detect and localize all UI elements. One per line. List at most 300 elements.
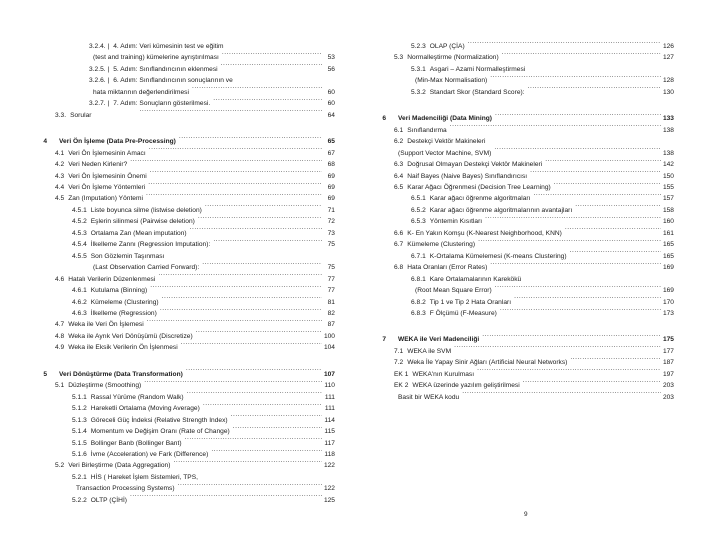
toc-entry-number: 5.1.4 [72,428,87,436]
toc-entry-title: Sınıflandırma [407,126,447,134]
toc-entry-number: 6.5.3 [411,218,426,226]
toc-entry[interactable] [32,392,335,403]
toc-entry-title: Hata Oranları (Error Rates) [407,264,488,272]
toc-entry-number: 4.6 [55,275,65,283]
toc-entry-number: 5.2.1 [72,473,87,481]
toc-entry-number: 6.8 [394,264,404,272]
toc-dot-leader [205,205,322,212]
toc-entry-title: Yöntemin Kısıtları [429,218,483,226]
toc-entry-title: Weka ile Ayrık Veri Dönüşümü (Discretize) [68,332,193,340]
toc-dot-leader [450,125,661,132]
toc-dot-leader [150,171,322,178]
toc-dot-leader [144,380,322,387]
toc-dot-leader [495,285,661,292]
toc-entry[interactable] [371,380,674,391]
toc-dot-leader [185,438,322,445]
toc-entry-number: 6.5.2 [411,206,426,214]
toc-entry[interactable] [32,216,335,227]
toc-column-left [32,41,335,506]
toc-dot-leader [490,75,661,82]
toc-entry[interactable] [32,319,335,330]
toc-dot-leader [454,346,661,353]
toc-entry-title: Son Gözlemin Taşınması [90,252,165,260]
toc-entry-page: 169 [662,287,674,295]
toc-entry-title: WEKA üzerinde yazılım geliştirilmesi [412,382,520,390]
toc-entry-title: Normalleştirme (Normalization) [407,54,499,62]
toc-entry[interactable] [371,334,674,345]
toc-entry-number: 4.5.5 [72,252,87,260]
toc-entry-number: 4.1 [55,149,65,157]
toc-entry[interactable] [371,113,674,124]
toc-entry[interactable] [371,64,674,75]
toc-entry-page: 203 [662,393,674,401]
toc-entry-title: 6. Adım: Sınıflandırıcının sonuçlarının ve [113,77,233,85]
toc-entry-page: 173 [662,309,674,317]
toc-entry[interactable] [32,415,335,426]
toc-entry-title: Kare Ortalamalarının Karekökü [429,275,522,283]
toc-entry[interactable] [371,251,674,262]
toc-entry-title: Hatalı Verilerin Düzenlenmesi [68,275,156,283]
toc-entry-number: 3.3. [55,111,67,119]
toc-entry-number: 6.3 [394,161,404,169]
toc-entry-number: 3.2.4. | [89,43,110,50]
toc-entry-number: 6.6 [394,229,404,237]
toc-entry[interactable] [32,438,335,449]
toc-entry[interactable] [32,136,335,147]
toc-entry[interactable] [32,285,335,296]
toc-entry-number: 5.3 [394,54,404,62]
toc-dot-leader [528,87,661,94]
toc-dot-leader [179,136,322,143]
toc-entry-title: F Ölçümü (F-Measure) [429,309,497,317]
toc-entry[interactable] [371,285,674,296]
toc-entry[interactable] [371,308,674,319]
toc-entry-title: Weka ile Veri Ön İşlemesi [68,321,144,329]
toc-dot-leader [149,148,322,155]
toc-spacer [371,319,674,334]
toc-entry-title: Karar ağacı öğrenme algoritmaları [429,195,531,203]
toc-entry-title: Kutulama (Binning) [90,287,148,295]
toc-entry-number: 7.1 [394,347,404,355]
toc-entry[interactable] [371,205,674,216]
toc-entry-title: Ortalama Zan (Mean imputation) [90,229,187,237]
toc-entry-page: 64 [327,111,335,119]
toc-entry-number: 4.7 [55,321,65,329]
toc-entry-page: 104 [323,344,335,352]
toc-entry-number: 6.8.1 [411,275,426,283]
toc-entry-page: 72 [327,218,335,226]
toc-entry-title: Momentum ve Değişim Oranı (Rate of Change) [90,428,230,436]
toc-entry-title: Kümeleme (Clustering) [407,241,476,249]
toc-entry-page: 118 [324,450,335,458]
toc-entry[interactable] [32,369,335,380]
toc-entry-title: Naif Bayes (Naive Bayes) Sınıflandırıcısı [407,172,528,180]
toc-entry-number: 4.9 [55,344,65,352]
toc-entry-number: 4.5.1 [72,206,87,214]
toc-entry-title: Liste boyunca silme (listwise deletion) [90,206,202,214]
toc-entry[interactable] [32,193,335,204]
toc-entry-page: 165 [662,241,674,249]
toc-spacer [32,121,335,136]
toc-entry-title: (Root Mean Square Error) [415,287,492,295]
toc-entry-title: Bollinger Banb (Bollinger Bant) [90,439,182,447]
toc-entry[interactable] [371,297,674,308]
toc-dot-leader [213,98,322,105]
toc-entry-page: 175 [662,336,674,344]
toc-entry-number: 6.7 [394,241,404,249]
toc-entry-page: 128 [662,77,674,85]
toc-dot-leader [139,110,322,117]
toc-dot-leader [130,495,322,502]
toc-entry[interactable] [371,392,674,403]
toc-entry[interactable] [371,357,674,368]
toc-entry-title: Rassal Yürüme (Random Walk) [90,393,184,401]
toc-entry-title: Veri Madenciliği (Data Mining) [398,115,493,123]
toc-chapter-number: 6 [382,115,386,123]
toc-dot-leader [554,182,661,189]
toc-entry-page: 117 [324,439,335,447]
toc-spacer [371,98,674,113]
toc-entry-title: K-Ortalama Kümelemesi (K-means Clustering) [429,252,567,260]
toc-dot-leader [477,369,661,376]
toc-entry-title: İvme (Acceleration) ve Fark (Difference) [90,450,209,458]
toc-dot-leader [570,251,661,258]
toc-entry-page: 87 [327,321,335,329]
toc-dot-leader [196,331,322,338]
toc-entry[interactable] [32,426,335,437]
toc-entry-title: Veri Dönüştürme (Data Transformation) [59,370,183,378]
toc-entry[interactable] [32,331,335,342]
toc-entry-page: 122 [323,485,335,493]
toc-entry[interactable] [371,228,674,239]
toc-entry[interactable] [371,148,674,159]
toc-entry-page: 130 [662,88,674,96]
toc-dot-leader [533,193,661,200]
toc-entry[interactable] [32,52,335,63]
toc-dot-leader [146,193,322,200]
toc-entry-title: Transaction Processing Systems) [76,485,175,493]
toc-dot-leader [190,228,322,235]
toc-dot-leader [233,426,322,433]
toc-entry-title: Veri Birleştirme (Data Aggregation) [68,462,171,470]
toc-entry-title: İlkelleme Zannı (Regression Imputation): [90,241,211,249]
toc-entry-page: 126 [662,43,674,50]
toc-entry-number: 6.5 [394,183,404,191]
toc-entry-page: 53 [327,54,335,62]
toc-entry[interactable] [32,98,335,109]
toc-entry-title: Kümeleme (Clustering) [90,298,159,306]
toc-entry-number: 3.2.7. | [89,100,110,108]
toc-entry-number: EK 1 [394,370,409,378]
toc-entry-page: 160 [662,218,674,226]
toc-entry-number: 4.3 [55,172,65,180]
toc-entry-page: 127 [662,54,674,62]
toc-entry-title: 5. Adım: Sınıflandırıcının eklenmesi [113,65,218,73]
toc-dot-leader [173,460,322,467]
toc-entry-number: 5.3.2 [411,88,426,96]
toc-entry-title: Veri Ön İşleme Yöntemleri [68,183,146,191]
toc-entry[interactable] [32,205,335,216]
toc-entry-page: 73 [327,229,335,237]
toc-entry-number: 4.8 [55,332,65,340]
toc-entry-title: (Min-Max Normalisation) [415,77,488,85]
toc-entry-page: 114 [324,416,335,424]
toc-entry-page: 71 [327,206,335,214]
toc-dot-leader [160,308,322,315]
toc-entry[interactable] [32,159,335,170]
toc-dot-leader [162,297,322,304]
toc-entry-number: 5.1.5 [72,439,87,447]
toc-dot-leader [500,308,661,315]
toc-entry-page: 69 [327,172,335,180]
toc-dot-leader [494,148,661,155]
toc-entry-title: 4. Adım: Veri kümesinin test ve eğitim [113,43,224,50]
toc-entry-page: 155 [662,183,674,191]
toc-entry-page: 150 [662,172,674,180]
toc-entry[interactable] [371,171,674,182]
toc-entry-page: 158 [662,206,674,214]
toc-entry-number: 5.3.1 [411,65,426,73]
toc-entry-page: 197 [662,370,674,378]
toc-dot-leader [211,449,322,456]
toc-entry[interactable] [32,87,335,98]
toc-entry[interactable] [371,274,674,285]
toc-entry-page: 165 [662,252,674,260]
toc-entry-title: HİS ( Hareket İşlem Sistemleri, TPS, [90,473,198,481]
toc-entry-number: 4.6.1 [72,287,87,295]
toc-entry-title: 7. Adım: Sonuçların gösterilmesi. [113,100,211,108]
toc-dot-leader [222,52,322,59]
toc-entry-page: 56 [327,65,335,73]
toc-entry[interactable] [371,52,674,63]
toc-dot-leader [502,52,661,59]
toc-entry-number: 5.1.6 [72,450,87,458]
toc-chapter-number: 7 [382,336,386,344]
toc-column-right [371,41,674,403]
toc-entry-page: 82 [327,309,335,317]
toc-entry[interactable] [371,262,674,273]
toc-entry[interactable] [32,449,335,460]
toc-entry-number: 5.1.3 [72,416,87,424]
toc-entry-page: 125 [323,496,335,504]
toc-entry-title: Göreceli Güç İndeksi (Relative Strength Index) [90,416,228,424]
toc-dot-leader [148,182,322,189]
toc-entry-page: 81 [327,298,335,306]
toc-entry-number: 4.2 [55,161,65,169]
toc-entry[interactable] [371,193,674,204]
toc-entry-page: 60 [327,88,335,96]
toc-entry-page: 100 [323,332,335,340]
toc-entry-page: 60 [327,100,335,108]
toc-entry-title: Standart Skor (Standard Score): [429,88,525,96]
toc-dot-leader [462,392,661,399]
toc-entry-page: 68 [327,161,335,169]
toc-entry[interactable] [32,228,335,239]
toc-entry-page: 203 [662,382,674,390]
toc-entry-number: 4.5.3 [72,229,87,237]
toc-dot-leader [150,285,322,292]
toc-entry[interactable] [32,403,335,414]
toc-entry-title: Düzleştirme (Smoothing) [68,382,142,390]
toc-dot-leader [545,159,661,166]
toc-entry-page: 69 [327,183,335,191]
toc-entry-page: 169 [662,264,674,272]
toc-entry-title: WEKA ile SVM [407,347,452,355]
toc-entry[interactable] [32,380,335,391]
toc-dot-leader [565,228,661,235]
toc-entry[interactable] [32,262,335,273]
toc-entry-page: 67 [327,149,335,157]
toc-entry[interactable] [32,110,335,121]
toc-entry-title: Zan (Imputation) Yöntemi [68,195,143,203]
toc-entry[interactable] [371,239,674,250]
toc-dot-leader [186,369,322,376]
toc-entry[interactable] [32,342,335,353]
toc-entry-page: 187 [662,359,674,367]
toc-entry[interactable] [371,159,674,170]
toc-entry-page: 111 [324,405,335,413]
page-folio: 9 [524,511,528,518]
toc-entry[interactable] [32,41,335,52]
toc-entry-page: 69 [327,195,335,203]
toc-entry-title: Basit bir WEKA kodu [398,393,460,401]
toc-entry[interactable] [371,136,674,147]
toc-entry-page: 138 [662,126,674,134]
toc-entry-number: 6.8.3 [411,309,426,317]
toc-entry[interactable] [371,75,674,86]
toc-entry[interactable] [32,182,335,193]
toc-entry-page: 157 [662,195,674,203]
toc-entry-page: 111 [324,393,335,401]
toc-entry[interactable] [32,308,335,319]
toc-dot-leader [213,239,322,246]
toc-dot-leader [468,41,661,48]
toc-dot-leader [485,216,661,223]
toc-dot-leader [203,403,322,410]
toc-dot-leader [575,205,661,212]
toc-entry-page: 115 [324,428,335,436]
toc-entry-title: (Last Observation Carried Forward): [93,264,200,272]
toc-dot-leader [495,113,661,120]
toc-entry[interactable] [32,472,335,483]
toc-entry-page: 133 [662,115,674,123]
toc-entry-number: 5.1 [55,382,65,390]
toc-entry-page: 75 [327,241,335,249]
toc-entry-number: 6.5.1 [411,195,426,203]
toc-entry-number: 7.2 [394,359,404,367]
toc-entry-title: Karar ağacı öğrenme algoritmalarının avantajları [429,206,573,214]
toc-entry-title: Tip 1 ve Tip 2 Hata Oranları [429,298,512,306]
toc-entry-title: Hareketli Ortalama (Moving Average) [90,405,200,413]
toc-entry-number: 6.4 [394,172,404,180]
toc-entry[interactable] [32,495,335,506]
toc-entry[interactable] [371,182,674,193]
toc-entry[interactable] [371,87,674,98]
toc-entry[interactable] [371,369,674,380]
toc-entry-title: Asgari – Azami Normalleştirmesi [429,65,526,73]
toc-entry-title: Eşlerin silinmesi (Pairwise deletion) [90,218,195,226]
toc-entry-number: 5.1.1 [72,393,87,401]
toc-entry-title: OLAP (ÇİA) [429,43,465,50]
toc-dot-leader [198,216,322,223]
toc-dot-leader [231,415,322,422]
toc-entry-number: 5.2.2 [72,496,87,504]
toc-entry[interactable] [32,75,335,86]
toc-dot-leader [181,342,322,349]
toc-dot-leader [147,319,322,326]
toc-entry-number: 4.5.2 [72,218,87,226]
toc-entry-number: EK 2 [394,382,409,390]
toc-entry-page: 107 [323,370,335,378]
toc-entry-number: 3.2.6. | [89,77,110,85]
toc-entry-page: 77 [327,275,335,283]
toc-entry-number: 4.6.3 [72,309,87,317]
toc-entry-page: 110 [324,382,335,390]
toc-entry[interactable] [32,297,335,308]
toc-entry-number: 6.7.1 [411,252,426,260]
toc-entry-title: Destekçi Vektör Makineleri [407,138,486,146]
toc-entry-title: hata miktarının değerlendirilmesi [93,88,189,96]
toc-dot-leader [192,87,322,94]
toc-entry[interactable] [32,171,335,182]
toc-entry-title: Weka ile Eksik Verilerin Ön İşlenmesi [68,344,178,352]
toc-entry-page: 177 [662,347,674,355]
toc-entry-title: Veri Ön İşlemesinin Amacı [68,149,146,157]
toc-entry-title: Sorular [70,111,92,119]
toc-entry[interactable] [32,64,335,75]
toc-columns [0,41,708,506]
toc-entry-number: 4.6.2 [72,298,87,306]
toc-entry[interactable] [371,346,674,357]
toc-entry-page: 138 [662,149,674,157]
toc-entry[interactable] [32,483,335,494]
toc-dot-leader [482,334,661,341]
toc-entry-page: 142 [662,161,674,169]
toc-entry[interactable] [32,251,335,262]
toc-dot-leader [523,380,661,387]
toc-entry[interactable] [32,460,335,471]
toc-entry-page: 122 [323,462,335,470]
toc-dot-leader [478,239,661,246]
toc-entry[interactable] [32,148,335,159]
toc-dot-leader [202,262,322,269]
toc-chapter-number: 5 [43,370,47,378]
toc-entry-number: 3.2.5. | [89,65,110,73]
toc-entry[interactable] [371,41,674,52]
toc-entry[interactable] [371,216,674,227]
toc-entry-number: 6.1 [394,126,404,134]
toc-dot-leader [130,159,322,166]
toc-entry[interactable] [371,125,674,136]
toc-entry-page: 65 [327,138,335,146]
toc-entry-number: 5.1.2 [72,405,87,413]
toc-entry[interactable] [32,239,335,250]
toc-entry-number: 5.2 [55,462,65,470]
toc-dot-leader [514,297,661,304]
toc-entry-title: Weka İle Yapay Sinir Ağları (Artificial Neural Networks) [407,359,568,367]
toc-entry-number: 4.5.4 [72,241,87,249]
toc-entry-title: WEKA ile Veri Madenciliği [398,336,480,344]
toc-dot-leader [490,262,661,269]
toc-entry-page: 75 [327,264,335,272]
toc-dot-leader [158,274,322,281]
toc-entry-title: (Support Vector Machine, SVM) [398,149,492,157]
toc-dot-leader [187,392,322,399]
toc-entry[interactable] [32,274,335,285]
toc-entry-page: 161 [662,229,674,237]
toc-entry-page: 77 [327,287,335,295]
toc-dot-leader [570,357,661,364]
